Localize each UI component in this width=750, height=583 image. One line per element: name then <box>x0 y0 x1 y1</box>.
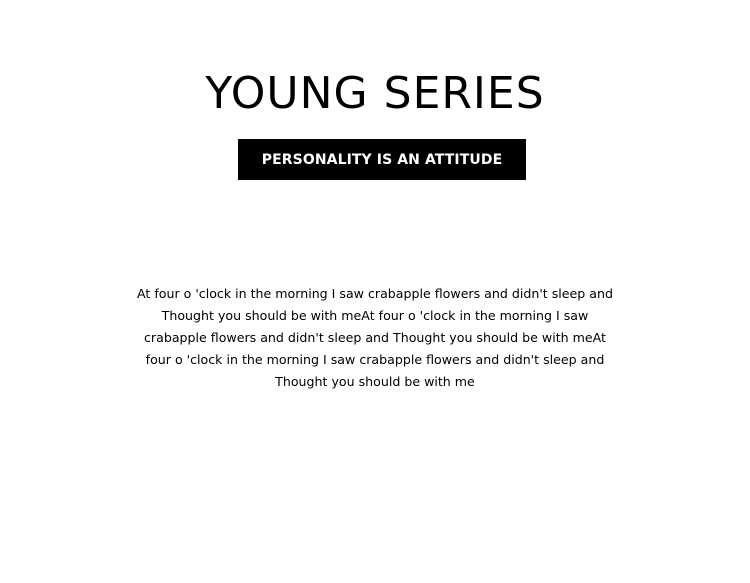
tagline-banner <box>238 139 526 180</box>
tagline-text: PERSONALITY IS AN ATTITUDE <box>261 151 503 168</box>
description-paragraph: At four o 'clock in the morning I saw crabapple flowers and didn't sleep and Thought you should be with meAt four o 'clock in the morning I saw crabapple flowers and didn't sleep and Thought you should be with meAt four o 'clock in the morning I saw crabapple flowers and didn't sleep and Thought you should be with me <box>136 286 613 389</box>
series-title: YOUNG SERIES <box>205 68 545 119</box>
